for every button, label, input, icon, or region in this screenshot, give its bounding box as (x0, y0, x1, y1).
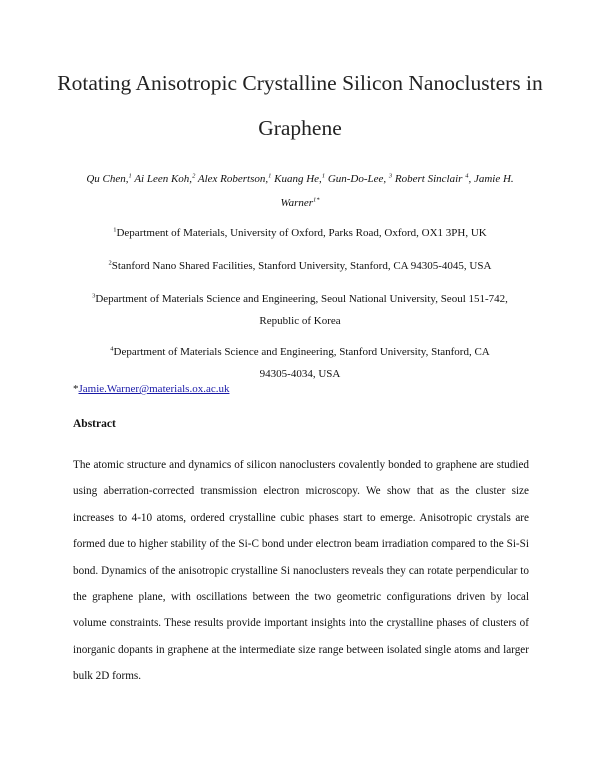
author-name: Ai Leen Koh, (134, 173, 193, 185)
affiliation-3 (70, 288, 530, 332)
abstract-body: The atomic structure and dynamics of silicon nanoclusters covalently bonded to graphene are studied using aberration-corrected transmission electron microscopy. We show that as the cluster size increases to 4-10 atoms, ordered crystalline cubic phases start to emerge. Anisotropic crystals are formed due to higher stability of the Si-C bond under electron beam irradiation compared to the Si-Si bond. Dynamics of the anisotropic crystalline Si nanoclusters reveals they can rotate perpendicular to the graphene plane, with oscillations between the two geometric configurations driven by local volume constraints. These results provide important insights into the crystalline phases of clusters of inorganic dopants in graphene at the intermediate size range between isolated single atoms and larger bulk 2D forms. (73, 459, 529, 683)
author-name: Kuang He, (274, 173, 322, 185)
affiliation-text: Stanford Nano Shared Facilities, Stanford University, Stanford, CA 94305-4045, USA (111, 260, 492, 272)
author-name: Jamie H. (473, 173, 514, 185)
affiliation-text-continued: 94305-4034, USA (259, 368, 341, 380)
corresponding-email (73, 383, 229, 395)
author-name: Gun-Do-Lee, (327, 173, 387, 185)
paper-title-line-2: Graphene (258, 116, 342, 140)
author-list: Qu Chen,$^1$ Ai Leen Koh,$^2$ Alex Robertson,$^1$ Kuang He,$^1$ Gun-Do-Lee, $^3$ Robert Sinclair $^4$, Jamie H. Warner$^{1*}$ (86, 172, 514, 209)
affiliation-mark: 2 (108, 259, 112, 267)
author-name: Warner (280, 197, 314, 209)
affiliation-text: Department of Materials Science and Engineering, Seoul National University, Seoul 151-742, (95, 293, 508, 305)
author-name: Qu Chen, (86, 173, 129, 185)
author-affiliation-mark: 1 (128, 172, 132, 180)
affiliation-mark: 4 (110, 345, 114, 353)
affiliation-mark: 3 (92, 292, 96, 300)
abstract-heading: Abstract (73, 418, 116, 430)
affiliation-text-continued: Republic of Korea (259, 315, 341, 327)
affiliation-1 (70, 222, 530, 244)
author-name: Robert Sinclair (394, 173, 463, 185)
email-link[interactable]: Jamie.Warner@materials.ox.ac.uk (78, 383, 230, 395)
author-affiliation-mark: 1 (321, 172, 326, 180)
author-affiliation-mark: 1 (268, 172, 272, 180)
affiliation-mark: 1 (113, 226, 117, 234)
paper-title-line-1: Rotating Anisotropic Crystalline Silicon Nanoclusters in (57, 71, 543, 95)
affiliation-text: Department of Materials Science and Engineering, Stanford University, Stanford, CA (113, 346, 490, 358)
author-affiliation-mark: 3 (388, 172, 393, 180)
affiliation-2 (70, 255, 530, 277)
author-affiliation-mark: 4 (465, 172, 469, 180)
author-name: Alex Robertson, (197, 173, 269, 185)
author-affiliation-mark: 1* (313, 196, 320, 204)
author-affiliation-mark: 2 (192, 172, 196, 180)
affiliation-text: Department of Materials, University of Oxford, Parks Road, Oxford, OX1 3PH, UK (116, 227, 487, 239)
affiliation-4 (70, 341, 530, 385)
corresponding-mark: * (73, 383, 79, 395)
